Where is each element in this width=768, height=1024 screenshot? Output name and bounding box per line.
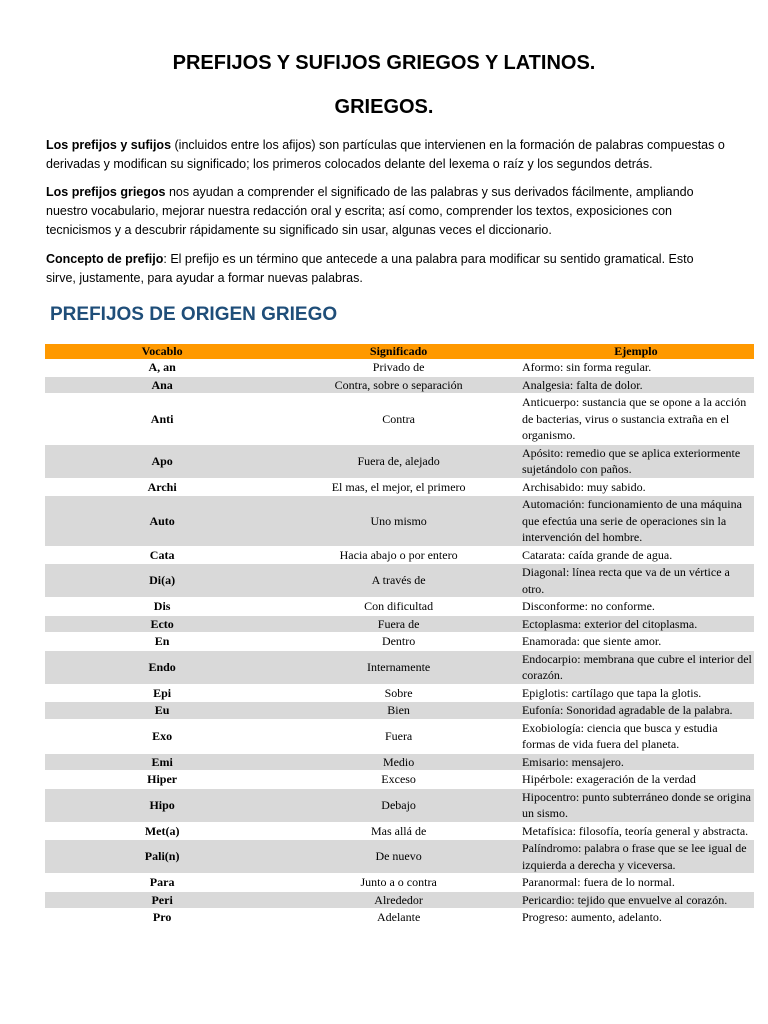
cell-ejemplo: Metafísica: filosofía, teoría general y abstracta. bbox=[518, 822, 754, 840]
cell-significado: Privado de bbox=[372, 360, 425, 374]
table-row bbox=[45, 719, 754, 753]
cell-ejemplo: Pericardio: tejido que envuelve al corazón. bbox=[518, 891, 754, 909]
table-row bbox=[45, 909, 754, 926]
cell-significado: Dentro bbox=[279, 633, 518, 651]
cell-significado: Junto a o contra bbox=[279, 874, 518, 892]
table-row bbox=[45, 788, 754, 822]
cell-significado: Con dificultad bbox=[279, 598, 518, 616]
cell-ejemplo: Endocarpio: membrana que cubre el interior del corazón. bbox=[518, 650, 754, 684]
cell-ejemplo: Anticuerpo: sustancia que se opone a la acción de bacterias, virus o sustancia extraña en el organismo. bbox=[518, 394, 754, 445]
cell-ejemplo: Hipocentro: punto subterráneo donde se origina un sismo. bbox=[518, 788, 754, 822]
cell-significado: Uno mismo bbox=[279, 496, 518, 547]
cell-significado: Mas allá de bbox=[279, 822, 518, 840]
cell-significado: Sobre bbox=[279, 684, 518, 702]
cell-vocablo: Pali(n) bbox=[45, 840, 279, 874]
cell-vocablo: Para bbox=[45, 874, 279, 892]
cell-significado: Debajo bbox=[279, 788, 518, 822]
cell-ejemplo: Progreso: aumento, adelanto. bbox=[518, 909, 754, 926]
cell-vocablo: Exo bbox=[45, 719, 279, 753]
table-row bbox=[45, 376, 754, 394]
cell-vocablo: Hiper bbox=[45, 771, 279, 789]
cell-significado: De nuevo bbox=[279, 840, 518, 874]
cell-significado: Fuera de, alejado bbox=[279, 444, 518, 478]
cell-ejemplo: Disconforme: no conforme. bbox=[518, 598, 754, 616]
paragraph-bold-lead: Los prefijos y sufijos bbox=[46, 138, 172, 152]
cell-ejemplo: Emisario: mensajero. bbox=[518, 753, 754, 771]
table-body bbox=[45, 359, 754, 926]
table-row bbox=[45, 633, 754, 651]
cell-ejemplo: Apósito: remedio que se aplica exteriormente sujetándolo con paños. bbox=[518, 444, 754, 478]
intro-paragraph bbox=[46, 136, 726, 174]
table-header-row bbox=[45, 344, 754, 359]
cell-significado: Adelante bbox=[279, 909, 518, 926]
cell-significado: Contra, sobre o separación bbox=[279, 376, 518, 394]
cell-vocablo: Emi bbox=[45, 753, 279, 771]
cell-vocablo: Hipo bbox=[45, 788, 279, 822]
cell-ejemplo: Diagonal: línea recta que va de un vértice a otro. bbox=[518, 564, 754, 598]
cell-ejemplo: Catarata: caída grande de agua. bbox=[518, 546, 754, 564]
table-row bbox=[45, 598, 754, 616]
cell-ejemplo: Analgesia: falta de dolor. bbox=[518, 376, 754, 394]
table-row bbox=[45, 702, 754, 720]
table-row bbox=[45, 615, 754, 633]
cell-ejemplo: Palíndromo: palabra o frase que se lee igual de izquierda a derecha y viceversa. bbox=[518, 840, 754, 874]
cell-vocablo: Cata bbox=[45, 546, 279, 564]
column-header-significado: Significado bbox=[279, 344, 518, 359]
cell-significado: Medio bbox=[279, 753, 518, 771]
table-row bbox=[45, 891, 754, 909]
cell-vocablo: Ana bbox=[45, 376, 279, 394]
cell-ejemplo: Archisabido: muy sabido. bbox=[518, 478, 754, 496]
table-row bbox=[45, 394, 754, 445]
paragraph-text: (incluidos entre los afijos) son partículas que intervienen en la formación de palabras compuestas o derivadas y modifican su significado; los primeros colocados delante del lexema o raíz y los segundos detrás. bbox=[46, 138, 725, 171]
paragraph-text: : El prefijo es un término que antecede a una palabra para modificar su sentido gramatical. Esto sirve, justamente, para ayudar a formar nuevas palabras. bbox=[46, 252, 694, 285]
cell-significado: Exceso bbox=[279, 771, 518, 789]
table-row bbox=[45, 822, 754, 840]
table-row bbox=[45, 650, 754, 684]
column-header-ejemplo: Ejemplo bbox=[518, 344, 754, 359]
cell-significado: Hacia abajo o por entero bbox=[279, 546, 518, 564]
table-row bbox=[45, 478, 754, 496]
cell-significado: Bien bbox=[279, 702, 518, 720]
table-row bbox=[45, 684, 754, 702]
table-row bbox=[45, 840, 754, 874]
cell-significado: Fuera de bbox=[279, 615, 518, 633]
prefix-table bbox=[45, 344, 754, 926]
cell-vocablo: Pro bbox=[45, 909, 279, 926]
page-subtitle: GRIEGOS. bbox=[334, 96, 434, 118]
cell-vocablo: Apo bbox=[45, 444, 279, 478]
cell-ejemplo: Enamorada: que siente amor. bbox=[518, 633, 754, 651]
cell-significado: El mas, el mejor, el primero bbox=[279, 478, 518, 496]
table-row bbox=[45, 874, 754, 892]
cell-vocablo: A, an bbox=[148, 360, 176, 374]
cell-ejemplo: Exobiología: ciencia que busca y estudia formas de vida fuera del planeta. bbox=[518, 719, 754, 753]
table-row bbox=[45, 496, 754, 547]
cell-ejemplo: Hipérbole: exageración de la verdad bbox=[518, 771, 754, 789]
prefix-concept-paragraph bbox=[46, 250, 726, 288]
cell-ejemplo: Ectoplasma: exterior del citoplasma. bbox=[518, 615, 754, 633]
cell-significado: Alrededor bbox=[279, 891, 518, 909]
page-title: PREFIJOS Y SUFIJOS GRIEGOS Y LATINOS. bbox=[172, 52, 596, 74]
table-row bbox=[45, 771, 754, 789]
cell-ejemplo: Epiglotis: cartílago que tapa la glotis. bbox=[518, 684, 754, 702]
cell-vocablo: En bbox=[45, 633, 279, 651]
cell-vocablo: Peri bbox=[45, 891, 279, 909]
cell-ejemplo: Aformo: sin forma regular. bbox=[521, 360, 652, 374]
cell-significado: Contra bbox=[279, 394, 518, 445]
cell-vocablo: Endo bbox=[45, 650, 279, 684]
column-header-vocablo: Vocablo bbox=[45, 344, 279, 359]
cell-vocablo: Eu bbox=[45, 702, 279, 720]
cell-ejemplo: Automación: funcionamiento de una máquina que efectúa una serie de operaciones sin la intervención del hombre. bbox=[518, 496, 754, 547]
paragraph-bold-lead: Los prefijos griegos bbox=[46, 185, 166, 199]
cell-vocablo: Epi bbox=[45, 684, 279, 702]
greek-prefixes-paragraph bbox=[46, 183, 726, 240]
cell-vocablo: Archi bbox=[45, 478, 279, 496]
cell-ejemplo: Eufonía: Sonoridad agradable de la palabra. bbox=[518, 702, 754, 720]
cell-vocablo: Di(a) bbox=[45, 564, 279, 598]
cell-vocablo: Dis bbox=[45, 598, 279, 616]
table-row bbox=[45, 753, 754, 771]
cell-significado: A través de bbox=[279, 564, 518, 598]
table-row bbox=[45, 564, 754, 598]
cell-vocablo: Met(a) bbox=[45, 822, 279, 840]
cell-significado: Fuera bbox=[279, 719, 518, 753]
cell-vocablo: Anti bbox=[45, 394, 279, 445]
cell-significado: Internamente bbox=[279, 650, 518, 684]
table-row bbox=[45, 359, 754, 376]
cell-ejemplo: Paranormal: fuera de lo normal. bbox=[518, 874, 754, 892]
paragraph-text: nos ayudan a comprender el significado de las palabras y sus derivados fácilmente, ampliando nuestro vocabulario, mejorar nuestra redacción oral y escrita; así como, comprender los textos, exposiciones con tecnicismos y a descubrir rápidamente su significado sin usar, algunas veces el diccionario. bbox=[46, 185, 694, 237]
cell-vocablo: Ecto bbox=[45, 615, 279, 633]
paragraph-bold-lead: Concepto de prefijo bbox=[46, 252, 164, 266]
section-title: PREFIJOS DE ORIGEN GRIEGO bbox=[50, 304, 338, 325]
table-row bbox=[45, 546, 754, 564]
table-row bbox=[45, 444, 754, 478]
cell-vocablo: Auto bbox=[45, 496, 279, 547]
